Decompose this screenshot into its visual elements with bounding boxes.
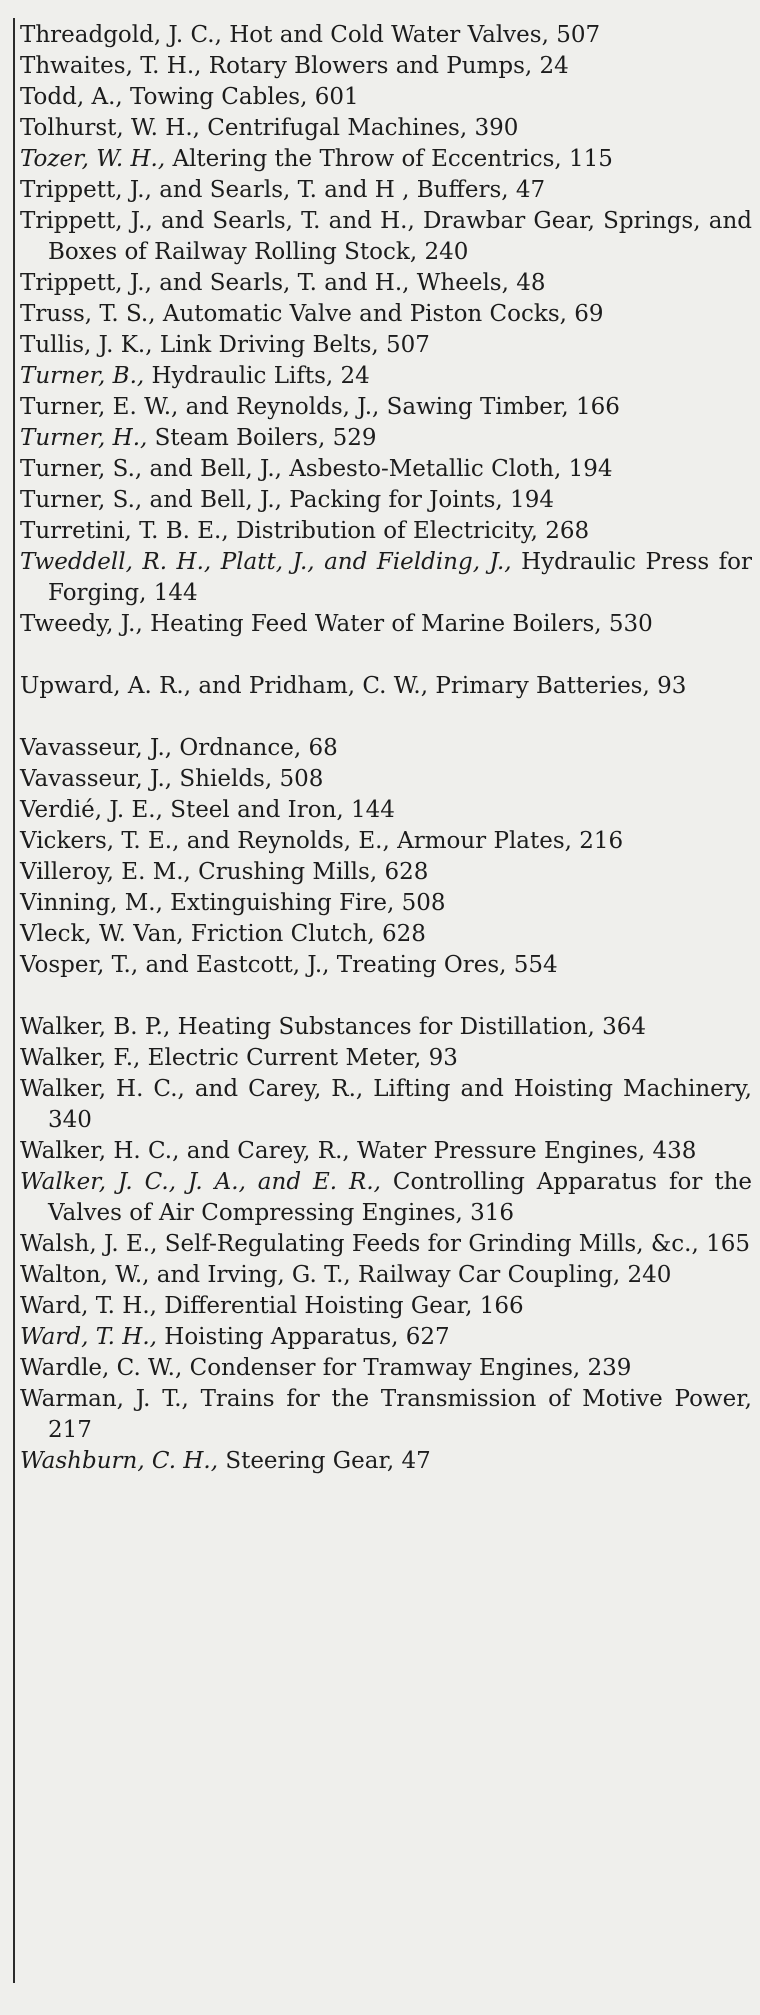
index-entry	[20, 1074, 752, 1136]
index-entry	[20, 888, 752, 919]
entry-name: Vavasseur, J.,	[20, 735, 173, 761]
entry-subject: Treating Ores, 554	[329, 952, 558, 978]
index-entry	[20, 113, 752, 144]
index-entry	[20, 485, 752, 516]
entry-name: Walker, B. P.,	[20, 1014, 171, 1040]
index-entry	[20, 516, 752, 547]
index-entry	[20, 454, 752, 485]
index-entry	[20, 1291, 752, 1322]
entry-subject: Crushing Mills, 628	[190, 859, 429, 885]
entry-subject: Self-Regulating Feeds for Grinding Mills, &c., 165	[157, 1231, 751, 1257]
entry-name: Todd, A.,	[20, 84, 123, 110]
index-entry	[20, 1260, 752, 1291]
entry-name: Vosper, T., and Eastcott, J.,	[20, 952, 330, 978]
index-entry	[20, 330, 752, 361]
entry-subject: Buffers, 47	[409, 177, 546, 203]
entry-subject: Primary Batteries, 93	[428, 673, 687, 699]
entry-name: Vinning, M.,	[20, 890, 163, 916]
entry-name: Vickers, T. E., and Reynolds, E.,	[20, 828, 390, 854]
index-entry	[20, 609, 752, 640]
entry-name: Threadgold, J. C.,	[20, 22, 222, 48]
entry-subject: Steam Boilers, 529	[147, 425, 377, 451]
entry-subject: Condenser for Tramway Engines, 239	[182, 1355, 632, 1381]
entry-subject: Hydraulic Lifts, 24	[144, 363, 370, 389]
entry-name: Trippett, J., and Searls, T. and H.,	[20, 270, 410, 296]
entry-name: Walsh, J. E.,	[20, 1231, 158, 1257]
entry-name: Tozer, W. H.,	[20, 146, 166, 172]
entry-name: Thwaites, T. H.,	[20, 53, 202, 79]
entry-subject: Link Driving Belts, 507	[152, 332, 430, 358]
index-entry	[20, 392, 752, 423]
entry-subject: Distribution of Electricity, 268	[228, 518, 590, 544]
entry-subject: Water Pressure Engines, 438	[349, 1138, 697, 1164]
entry-subject: Lifting and Hoisting Machinery, 340	[48, 1076, 752, 1133]
entry-name: Tolhurst, W. H.,	[20, 115, 200, 141]
entry-name: Vavasseur, J.,	[20, 766, 173, 792]
index-entry	[20, 268, 752, 299]
entry-subject: Differential Hoisting Gear, 166	[156, 1293, 524, 1319]
index-entry	[20, 1136, 752, 1167]
entry-name: Turner, B.,	[20, 363, 145, 389]
entry-subject: Steering Gear, 47	[218, 1448, 431, 1474]
index-entry	[20, 423, 752, 454]
entry-subject: Towing Cables, 601	[122, 84, 359, 110]
index-entry	[20, 1043, 752, 1074]
entry-subject: Packing for Joints, 194	[282, 487, 554, 513]
entry-subject: Extinguishing Fire, 508	[162, 890, 446, 916]
entry-name: Trippett, J., and Searls, T. and H ,	[20, 177, 410, 203]
entry-name: Tweedy, J.,	[20, 611, 143, 637]
index-entry	[20, 144, 752, 175]
entry-subject: Sawing Timber, 166	[379, 394, 620, 420]
entry-name: Truss, T. S.,	[20, 301, 156, 327]
index-entry	[20, 671, 752, 702]
entry-subject: Heating Substances for Distillation, 364	[170, 1014, 646, 1040]
entry-subject: Controlling Apparatus for the Valves of Air Compressing Engines, 316	[48, 1169, 752, 1226]
entry-subject: Hydraulic Press for Forging, 144	[48, 549, 752, 606]
entry-name: Tweddell, R. H., Platt, J., and Fielding, J.,	[20, 549, 512, 575]
index-entry	[20, 1384, 752, 1446]
entry-name: Turner, S., and Bell, J.,	[20, 487, 282, 513]
entry-subject: Altering the Throw of Eccentrics, 115	[165, 146, 613, 172]
entry-name: Walker, F.,	[20, 1045, 141, 1071]
entry-subject: Shields, 508	[172, 766, 324, 792]
entry-name: Trippett, J., and Searls, T. and H.,	[20, 208, 415, 234]
index-entry	[20, 206, 752, 268]
index-entry	[20, 547, 752, 609]
entry-subject: Trains for the Transmission of Motive Power, 217	[48, 1386, 752, 1443]
index-column	[20, 20, 752, 1477]
entry-subject: Armour Plates, 216	[389, 828, 624, 854]
index-entry	[20, 826, 752, 857]
entry-name: Wardle, C. W.,	[20, 1355, 183, 1381]
entry-subject: Wheels, 48	[409, 270, 546, 296]
entry-name: Warman, J. T.,	[20, 1386, 189, 1412]
entry-name: Washburn, C. H.,	[20, 1448, 219, 1474]
index-entry	[20, 1229, 752, 1260]
index-entry	[20, 1322, 752, 1353]
index-entry	[20, 20, 752, 51]
entry-name: Ward, T. H.,	[20, 1324, 157, 1350]
index-entry	[20, 857, 752, 888]
index-entry	[20, 1353, 752, 1384]
index-entry	[20, 51, 752, 82]
entry-subject: Friction Clutch, 628	[183, 921, 426, 947]
index-entry	[20, 175, 752, 206]
entry-name: Walker, J. C., J. A., and E. R.,	[20, 1169, 381, 1195]
entry-name: Walton, W., and Irving, G. T.,	[20, 1262, 351, 1288]
entry-subject: Hot and Cold Water Valves, 507	[221, 22, 601, 48]
index-entry	[20, 950, 752, 981]
index-entry	[20, 1167, 752, 1229]
index-entry	[20, 764, 752, 795]
entry-name: Verdié, J. E.,	[20, 797, 163, 823]
entry-subject: Railway Car Coupling, 240	[350, 1262, 672, 1288]
entry-name: Turretini, T. B. E.,	[20, 518, 229, 544]
entry-subject: Automatic Valve and Piston Cocks, 69	[155, 301, 604, 327]
entry-name: Turner, S., and Bell, J.,	[20, 456, 282, 482]
entry-subject: Electric Current Meter, 93	[140, 1045, 458, 1071]
entry-name: Tullis, J. K.,	[20, 332, 153, 358]
index-entry	[20, 795, 752, 826]
entry-name: Villeroy, E. M.,	[20, 859, 191, 885]
index-entry	[20, 299, 752, 330]
entry-name: Turner, H.,	[20, 425, 148, 451]
column-rule	[13, 18, 15, 1983]
entry-subject: Heating Feed Water of Marine Boilers, 530	[142, 611, 653, 637]
entry-name: Walker, H. C., and Carey, R.,	[20, 1076, 364, 1102]
index-entry	[20, 82, 752, 113]
entry-subject: Rotary Blowers and Pumps, 24	[201, 53, 569, 79]
index-entry	[20, 1012, 752, 1043]
entry-subject: Centrifugal Machines, 390	[199, 115, 519, 141]
entry-name: Vleck, W. Van,	[20, 921, 184, 947]
entry-subject: Ordnance, 68	[172, 735, 338, 761]
index-entry	[20, 361, 752, 392]
entry-subject: Drawbar Gear, Springs, and Boxes of Railway Rolling Stock, 240	[48, 208, 752, 265]
entry-subject: Hoisting Apparatus, 627	[156, 1324, 450, 1350]
index-entry	[20, 733, 752, 764]
entry-name: Ward, T. H.,	[20, 1293, 157, 1319]
entry-name: Upward, A. R., and Pridham, C. W.,	[20, 673, 429, 699]
entry-subject: Asbesto-Metallic Cloth, 194	[282, 456, 613, 482]
index-entry	[20, 1446, 752, 1477]
entry-subject: Steel and Iron, 144	[162, 797, 395, 823]
entry-name: Walker, H. C., and Carey, R.,	[20, 1138, 350, 1164]
index-entry	[20, 919, 752, 950]
entry-name: Turner, E. W., and Reynolds, J.,	[20, 394, 380, 420]
